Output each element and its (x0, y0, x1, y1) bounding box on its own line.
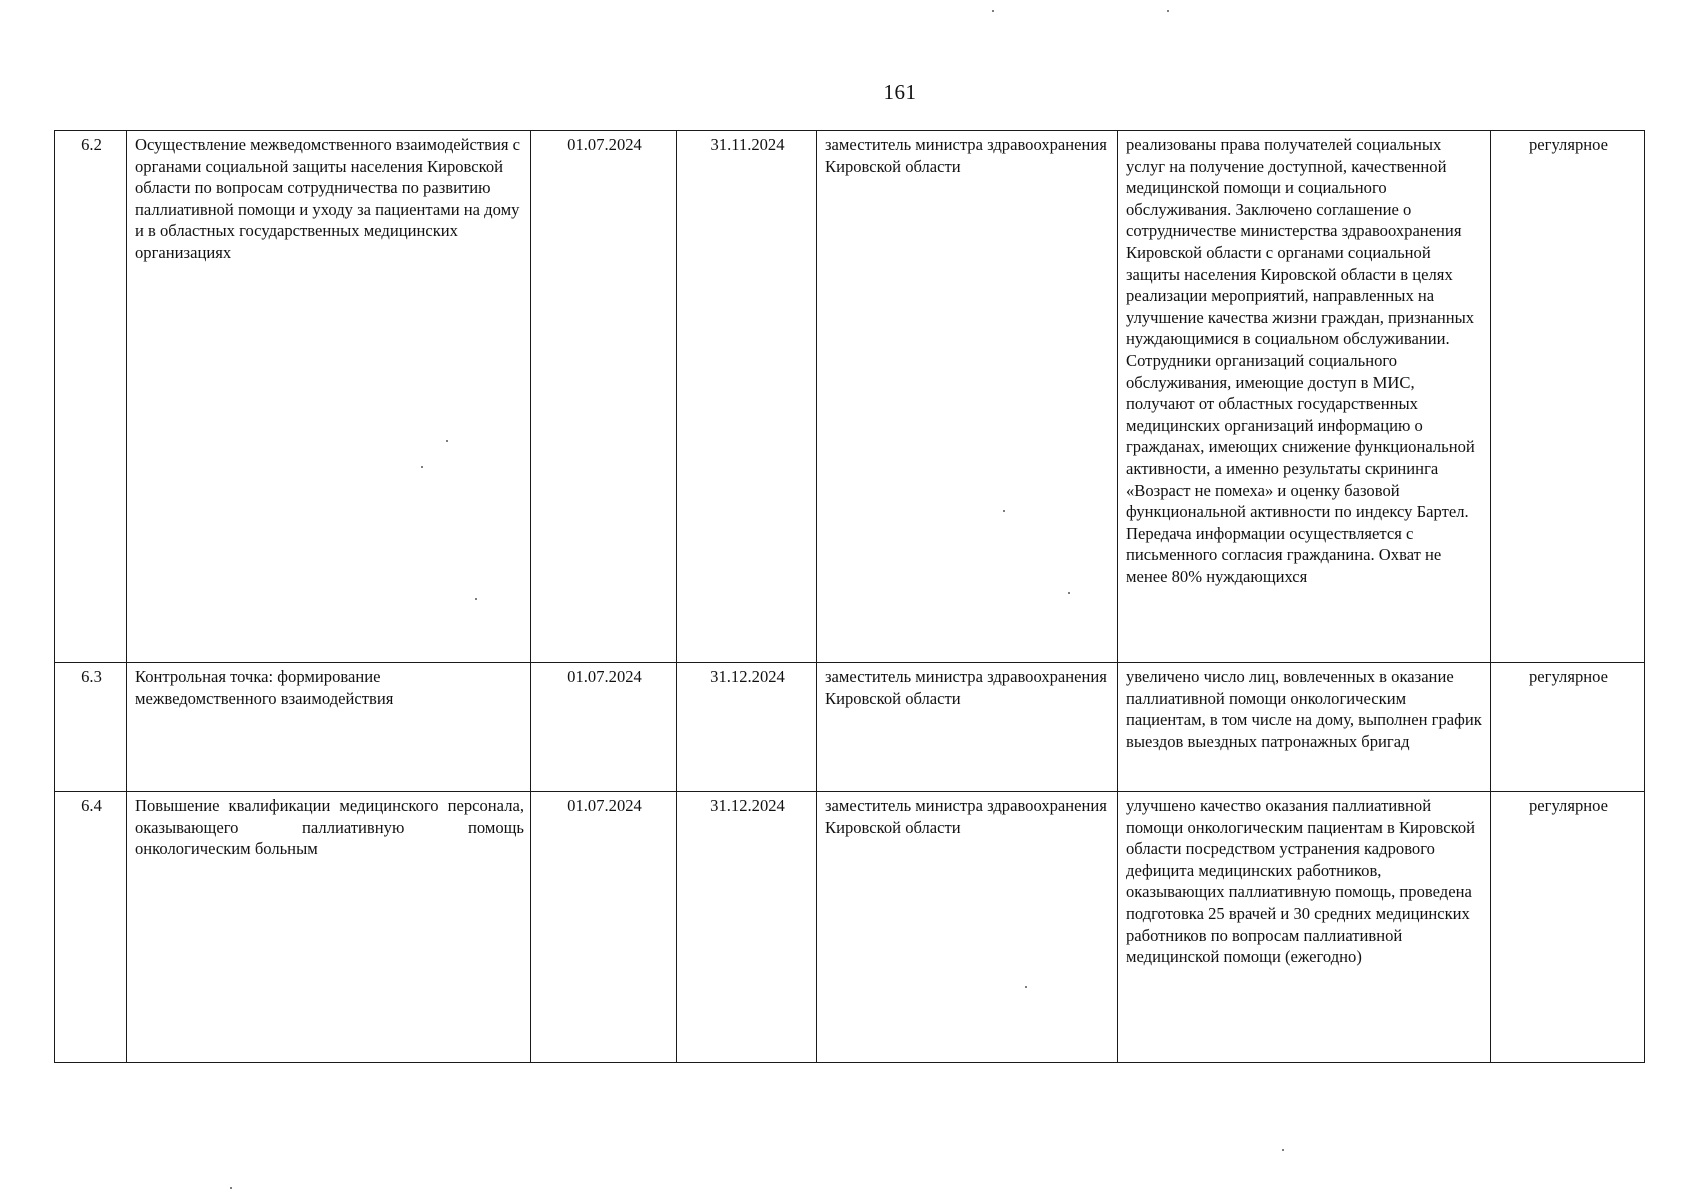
scan-speck (1003, 510, 1005, 512)
result-cell: реализованы права получателей социальных услуг на получение доступной, качественной медицинской помощи и социального обслуживания. Заключено соглашение о сотрудничестве министерства здравоохранения Кировской области с органами социальной защиты населения Кировской области в целях реализации мероприятий, направленных на улучшение качества жизни граждан, признанных нуждающимися в социальном обслуживании. Сотрудники организаций социального обслуживания, имеющие доступ в МИС, получают от областных государственных медицинских организаций информацию о гражданах, имеющих снижение функциональной активности, а именно результаты скрининга «Возраст не помеха» и оценку базовой функциональной активности по индексу Бартел. Передача информации осуществляется с письменного согласия гражданина. Охват не менее 80% нуждающихся (1118, 131, 1491, 663)
frequency-cell: регулярное (1491, 663, 1645, 792)
frequency-cell: регулярное (1491, 131, 1645, 663)
end-date-cell: 31.12.2024 (677, 792, 817, 1063)
scan-speck (475, 598, 477, 600)
scan-speck (992, 10, 994, 12)
scan-speck (446, 440, 448, 442)
scan-speck (1167, 10, 1169, 12)
start-date-cell: 01.07.2024 (531, 792, 677, 1063)
table-row (55, 663, 1645, 792)
table-row (55, 792, 1645, 1063)
activity-cell: Контрольная точка: формирование межведомственного взаимодействия (127, 663, 531, 792)
start-date-cell: 01.07.2024 (531, 131, 677, 663)
result-cell: улучшено качество оказания паллиативной помощи онкологическим пациентам в Кировской области посредством устранения кадрового дефицита медицинских работников, оказывающих паллиативную помощь, проведена подготовка 25 врачей и 30 средних медицинских работников по вопросам паллиативной медицинской помощи (ежегодно) (1118, 792, 1491, 1063)
responsible-cell: заместитель министра здравоохранения Кировской области (817, 792, 1118, 1063)
responsible-cell: заместитель министра здравоохранения Кировской области (817, 131, 1118, 663)
row-number: 6.4 (55, 792, 127, 1063)
result-cell: увеличено число лиц, вовлеченных в оказание паллиативной помощи онкологическим пациентам, в том числе на дому, выполнен график выездов выездных патронажных бригад (1118, 663, 1491, 792)
scan-speck (1025, 986, 1027, 988)
end-date-cell: 31.12.2024 (677, 663, 817, 792)
scan-speck (230, 1187, 232, 1189)
row-number: 6.3 (55, 663, 127, 792)
scan-speck (1068, 592, 1070, 594)
row-number: 6.2 (55, 131, 127, 663)
table-row (55, 131, 1645, 663)
scan-speck (421, 466, 423, 468)
start-date-cell: 01.07.2024 (531, 663, 677, 792)
page-number: 161 (883, 80, 917, 104)
scan-speck (1282, 1149, 1284, 1151)
end-date-cell: 31.11.2024 (677, 131, 817, 663)
plan-table (54, 130, 1645, 1063)
frequency-cell: регулярное (1491, 792, 1645, 1063)
responsible-cell: заместитель министра здравоохранения Кировской области (817, 663, 1118, 792)
activity-cell: Повышение квалификации медицинского персонала, оказывающего паллиативную помощь онкологическим больным (127, 792, 531, 1063)
activity-cell: Осуществление межведомственного взаимодействия с органами социальной защиты населения Кировской области по вопросам сотрудничества по развитию паллиативной помощи и уходу за пациентами на дому и в областных государственных медицинских организациях (127, 131, 531, 663)
